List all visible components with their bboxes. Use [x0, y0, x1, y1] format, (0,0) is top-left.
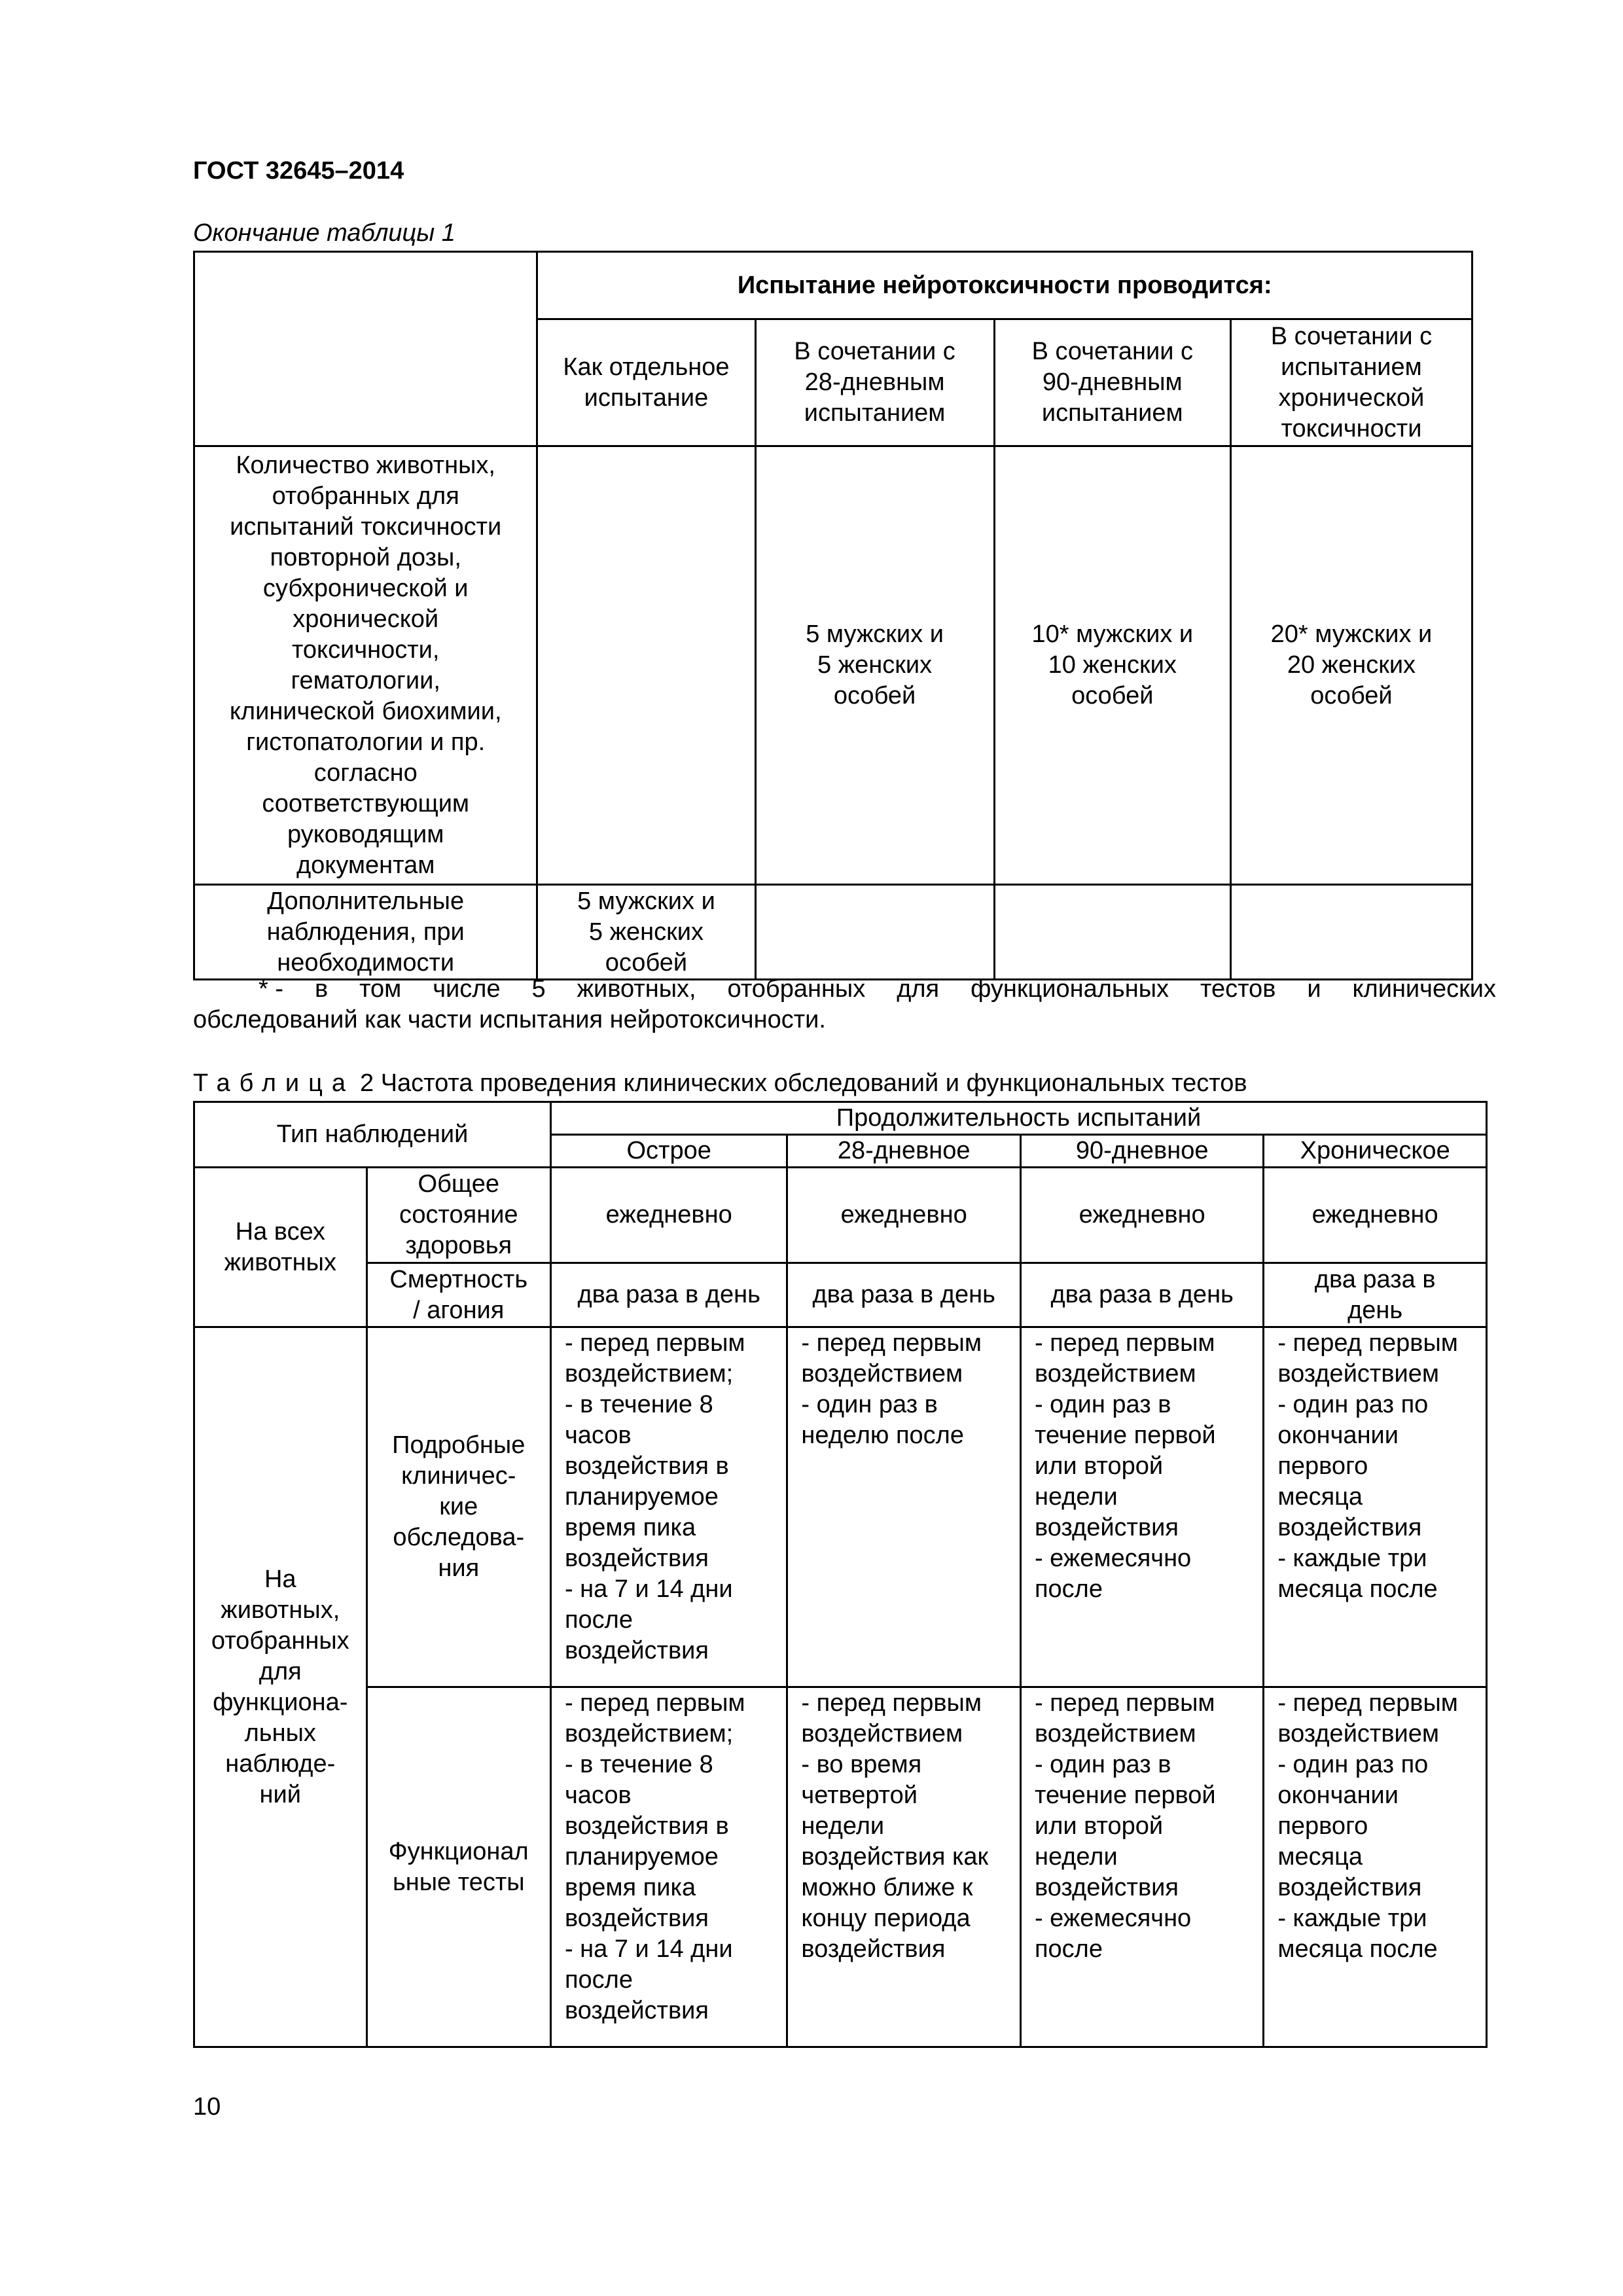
cell-text-line: токсичности,: [291, 636, 440, 664]
table1-col-header: [1230, 319, 1472, 446]
table1-cell: [994, 446, 1230, 885]
cell-text-line: окончании: [1277, 1422, 1399, 1449]
cell-text-line: воздействием: [1277, 1360, 1439, 1388]
cell-text-line: после: [564, 1966, 633, 1994]
footnote-line-2: обследований как части испытания нейротоксичности.: [193, 1006, 826, 1033]
table2-cell: [550, 1687, 787, 2047]
cell-text-line: после: [1034, 1575, 1103, 1603]
cell-text-line: обследова-: [393, 1524, 525, 1551]
cell-text-line: воздействия: [1034, 1514, 1179, 1541]
cell-text-line: - ежемесячно: [1034, 1545, 1192, 1572]
cell-text-line: первого: [1277, 1812, 1368, 1840]
cell-text-line: - перед первым: [564, 1329, 745, 1357]
table2-cell: ежедневно: [1264, 1168, 1487, 1263]
cell-text-line: соответствующим: [262, 789, 470, 817]
cell-text-line: воздействием: [801, 1720, 963, 1748]
footnote-word: том: [359, 975, 402, 1003]
cell-text-line: 10* мужских и: [1031, 620, 1194, 648]
footnote-word: * -: [259, 975, 283, 1003]
cell-text-line: - перед первым: [1034, 1329, 1215, 1357]
cell-text-line: - во время: [801, 1751, 922, 1778]
cell-text-line: - перед первым: [1277, 1329, 1458, 1357]
cell-text-line: ьные тесты: [392, 1868, 525, 1896]
table1-cell: [755, 885, 994, 980]
cell-text-line: особей: [605, 948, 688, 977]
cell-text-line: - один раз по: [1277, 1751, 1429, 1778]
cell-text-line: животных: [224, 1248, 336, 1276]
cell-text-line: ний: [259, 1780, 301, 1808]
table1-cell: [537, 446, 755, 885]
table2-row-label: [366, 1168, 550, 1263]
cell-text-line: наблюде-: [225, 1749, 336, 1778]
cell-text-line: - в течение 8: [564, 1391, 713, 1418]
cell-text-line: Общее: [418, 1170, 499, 1198]
cell-text-line: - каждые три: [1277, 1545, 1427, 1572]
table2-row-label: [366, 1263, 550, 1327]
cell-text-line: воздействия: [1034, 1874, 1179, 1901]
cell-text-line: после: [1034, 1935, 1103, 1963]
table2-duration: 90-дневное: [1020, 1135, 1263, 1168]
cell-text-line: испытаний токсичности: [230, 512, 502, 541]
cell-text-line: течение первой: [1034, 1422, 1216, 1449]
cell-text-line: особей: [1310, 682, 1393, 709]
table2-cell: [1264, 1327, 1487, 1687]
cell-text-line: функциона-: [213, 1688, 348, 1716]
cell-text-line: воздействием: [1034, 1360, 1196, 1388]
cell-text-line: месяца: [1277, 1843, 1363, 1871]
cell-text-line: два раза в день: [1050, 1281, 1234, 1308]
cell-text-line: 5 женских: [817, 651, 933, 679]
cell-text-line: - каждые три: [1277, 1905, 1427, 1932]
cell-text-line: состояние: [399, 1201, 518, 1229]
table1-col-header: [537, 319, 755, 446]
cell-text-line: концу периода: [801, 1905, 971, 1932]
footnote-word: для: [897, 975, 940, 1003]
cell-text-line: - перед первым: [801, 1689, 982, 1717]
cell-text-line: 90-дневным: [1042, 368, 1183, 396]
cell-text-line: На всех: [235, 1217, 325, 1246]
page-number: 10: [193, 2093, 221, 2121]
cell-text-line: воздействия: [564, 1905, 709, 1932]
table2-cell: [787, 1687, 1021, 2047]
table2-type-header: Тип наблюдений: [194, 1102, 551, 1168]
cell-text-line: Как отдельное: [563, 353, 730, 381]
table1-row-label: [194, 446, 537, 885]
table1-group-header: Испытание нейротоксичности проводится:: [537, 252, 1472, 319]
table1-cell: [994, 885, 1230, 980]
cell-text-line: воздействия: [564, 1545, 709, 1572]
cell-text-line: неделю после: [801, 1422, 964, 1449]
table1-corner-cell: [194, 252, 537, 446]
cell-text-line: льных: [244, 1719, 316, 1747]
table1-cell: [1230, 446, 1472, 885]
table2: [193, 1101, 1488, 2048]
footnote-word: числе: [433, 975, 501, 1003]
cell-text-line: недели: [1034, 1483, 1118, 1511]
cell-text-line: - перед первым: [1277, 1689, 1458, 1717]
table2-row-label: [366, 1327, 550, 1687]
cell-text-line: два раза в день: [577, 1281, 760, 1308]
cell-text-line: - на 7 и 14 дни: [564, 1935, 733, 1963]
table2-caption-prefix: Таблица: [193, 1069, 355, 1097]
cell-text-line: месяца после: [1277, 1935, 1438, 1963]
table1-cell: [537, 885, 755, 980]
cell-text-line: - на 7 и 14 дни: [564, 1575, 733, 1603]
cell-text-line: - один раз по: [1277, 1391, 1429, 1418]
cell-text-line: окончании: [1277, 1782, 1399, 1809]
table2-cell: [1264, 1687, 1487, 2047]
cell-text-line: гематологии,: [291, 666, 440, 694]
cell-text-line: На: [264, 1565, 296, 1593]
cell-text-line: 5 мужских и: [806, 620, 944, 648]
cell-text-line: течение первой: [1034, 1782, 1216, 1809]
cell-text-line: воздействием;: [564, 1360, 734, 1388]
cell-text-line: субхронической и: [262, 574, 469, 602]
footnote-word: 5: [531, 975, 546, 1003]
cell-text-line: воздействия в: [564, 1812, 729, 1840]
cell-text-line: воздействия в: [564, 1452, 729, 1480]
cell-text-line: / агония: [413, 1296, 505, 1324]
cell-text-line: воздействия: [1277, 1874, 1422, 1901]
table2-cell: [787, 1327, 1021, 1687]
table2-cell: [550, 1327, 787, 1687]
table2-cell: ежедневно: [787, 1168, 1021, 1263]
cell-text-line: воздействием: [1034, 1720, 1196, 1748]
table2-group-selected-animals: [194, 1327, 367, 2047]
table1-col-header: [755, 319, 994, 446]
cell-text-line: воздействия: [801, 1935, 946, 1963]
cell-text-line: месяца после: [1277, 1575, 1438, 1603]
cell-text-line: день: [1347, 1296, 1403, 1324]
cell-text-line: клинической биохимии,: [229, 697, 502, 725]
table1-cell: [755, 446, 994, 885]
cell-text-line: отобранных: [211, 1626, 349, 1655]
footnote-word: функциональных: [971, 975, 1169, 1003]
cell-text-line: два раза в: [1314, 1265, 1436, 1293]
cell-text-line: испытание: [584, 384, 709, 412]
cell-text-line: первого: [1277, 1452, 1368, 1480]
cell-text-line: животных,: [221, 1596, 340, 1624]
cell-text-line: 5 женских: [588, 918, 704, 946]
cell-text-line: Смертность: [389, 1265, 528, 1293]
cell-text-line: - в течение 8: [564, 1751, 713, 1778]
document-id: ГОСТ 32645–2014: [193, 157, 404, 185]
table2-row-label: [366, 1687, 550, 2047]
cell-text-line: согласно: [313, 759, 418, 787]
cell-text-line: гистопатологии и пр.: [246, 728, 486, 756]
table2-cell: [1020, 1263, 1263, 1327]
footnote-word: животных,: [577, 975, 696, 1003]
cell-text-line: или второй: [1034, 1452, 1164, 1480]
cell-text-line: особей: [1071, 682, 1154, 709]
cell-text-line: месяца: [1277, 1483, 1363, 1511]
cell-text-line: воздействием: [1277, 1720, 1439, 1748]
table2-duration: Хроническое: [1264, 1135, 1487, 1168]
table2-cell: [1020, 1327, 1263, 1687]
cell-text-line: особей: [833, 682, 916, 709]
cell-text-line: хронической: [1278, 384, 1425, 412]
cell-text-line: токсичности: [1281, 414, 1422, 442]
cell-text-line: испытанием: [1041, 399, 1183, 427]
table2-caption-text: 2 Частота проведения клинических обследований и функциональных тестов: [360, 1069, 1247, 1097]
cell-text-line: хронической: [293, 605, 439, 633]
cell-text-line: четвертой: [801, 1782, 918, 1809]
table2-cell: [550, 1263, 787, 1327]
cell-text-line: воздействия как: [801, 1843, 989, 1871]
cell-text-line: время пика: [564, 1514, 696, 1541]
footnote-word: и: [1307, 975, 1321, 1003]
cell-text-line: - ежемесячно: [1034, 1905, 1192, 1932]
footnote-word: отобранных: [727, 975, 866, 1003]
cell-text-line: В сочетании с: [1031, 338, 1193, 365]
footnote-word: в: [314, 975, 329, 1003]
table1-cell: [1230, 885, 1472, 980]
table2-duration-header: Продолжительность испытаний: [550, 1102, 1486, 1135]
cell-text-line: Функционал: [388, 1837, 529, 1865]
cell-text-line: - один раз в: [1034, 1391, 1171, 1418]
cell-text-line: испытанием: [1281, 353, 1422, 381]
cell-text-line: отобранных для: [272, 482, 459, 510]
cell-text-line: руководящим: [287, 820, 444, 848]
cell-text-line: ния: [438, 1554, 480, 1582]
cell-text-line: недели: [801, 1812, 885, 1840]
table1-footnote: [193, 974, 1496, 1035]
table1-row-label: [194, 885, 537, 980]
cell-text-line: часов: [564, 1782, 632, 1809]
table2-cell: ежедневно: [1020, 1168, 1263, 1263]
cell-text-line: - перед первым: [564, 1689, 745, 1717]
footnote-word: клинических: [1352, 975, 1496, 1003]
cell-text-line: недели: [1034, 1843, 1118, 1871]
table1-col-header: [994, 319, 1230, 446]
cell-text-line: В сочетании с: [794, 338, 955, 365]
table1-continuation-label: Окончание таблицы 1: [193, 219, 455, 247]
cell-text-line: испытанием: [804, 399, 946, 427]
cell-text-line: 10 женских: [1048, 651, 1177, 679]
table2-cell: [787, 1263, 1021, 1327]
table1: [193, 251, 1473, 980]
table2-group-all-animals: [194, 1168, 367, 1327]
cell-text-line: Количество животных,: [236, 451, 495, 479]
cell-text-line: - перед первым: [801, 1329, 982, 1357]
cell-text-line: воздействия: [564, 1997, 709, 2024]
cell-text-line: 28-дневным: [804, 368, 945, 396]
cell-text-line: - перед первым: [1034, 1689, 1215, 1717]
cell-text-line: Подробные: [392, 1431, 526, 1459]
cell-text-line: воздействием;: [564, 1720, 734, 1748]
cell-text-line: для: [259, 1657, 302, 1685]
cell-text-line: документам: [296, 851, 435, 879]
table2-duration: Острое: [550, 1135, 787, 1168]
footnote-line-1: [193, 974, 1496, 1005]
cell-text-line: планируемое: [564, 1843, 719, 1871]
cell-text-line: - один раз в: [801, 1391, 938, 1418]
table2-caption: [193, 1068, 1247, 1099]
cell-text-line: наблюдения, при: [266, 918, 465, 946]
cell-text-line: или второй: [1034, 1812, 1164, 1840]
cell-text-line: 20* мужских и: [1270, 620, 1433, 648]
table2-cell: [1020, 1687, 1263, 2047]
cell-text-line: кие: [439, 1493, 478, 1520]
cell-text-line: можно ближе к: [801, 1874, 973, 1901]
table2-cell: [1264, 1263, 1487, 1327]
table2-cell: ежедневно: [550, 1168, 787, 1263]
table2-duration: 28-дневное: [787, 1135, 1021, 1168]
cell-text-line: В сочетании с: [1270, 322, 1433, 350]
cell-text-line: 20 женских: [1287, 651, 1416, 679]
cell-text-line: часов: [564, 1422, 632, 1449]
cell-text-line: - один раз в: [1034, 1751, 1171, 1778]
cell-text-line: после: [564, 1606, 633, 1634]
footnote-word: тестов: [1200, 975, 1276, 1003]
cell-text-line: воздействия: [564, 1637, 709, 1664]
cell-text-line: здоровья: [405, 1232, 512, 1259]
cell-text-line: Дополнительные: [267, 887, 465, 915]
cell-text-line: воздействием: [801, 1360, 963, 1388]
cell-text-line: воздействия: [1277, 1514, 1422, 1541]
cell-text-line: повторной дозы,: [270, 543, 461, 571]
cell-text-line: время пика: [564, 1874, 696, 1901]
cell-text-line: клиничес-: [401, 1462, 516, 1490]
cell-text-line: планируемое: [564, 1483, 719, 1511]
cell-text-line: 5 мужских и: [577, 887, 715, 915]
cell-text-line: необходимости: [277, 948, 455, 977]
cell-text-line: два раза в день: [812, 1281, 995, 1308]
